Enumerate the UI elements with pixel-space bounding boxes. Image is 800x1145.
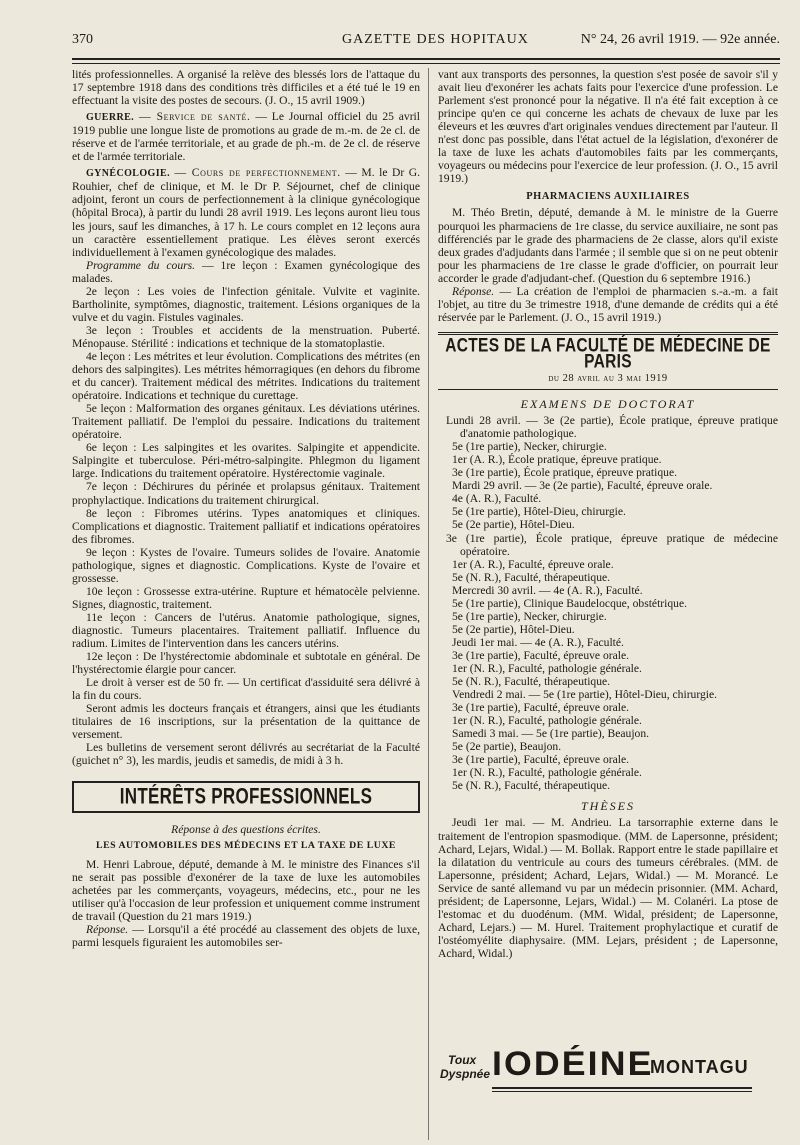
exam-entry: 5e (2e partie), Hôtel-Dieu. [452,622,575,636]
advertisement-iodeine [440,1045,776,1115]
ad-underline [492,1087,752,1089]
lesson-3: 3e leçon : Troubles et accidents de la menstruation. Puberté. Ménopause. Stérilité : indications et technique de la stomatoplastie. [72,323,420,350]
exam-entry: Mardi 29 avril. — 3e (2e partie), Faculté, épreuve orale. [452,479,713,493]
column-divider [428,68,429,1140]
admission-paragraph: Seront admis les docteurs français et étrangers, ainsi que les étudiants titulaires de 16 inscriptions, sur la présentation de la quittance de versement. [72,702,420,742]
paragraph: vant aux transports des personnes, la question s'est posée de savoir s'il y avait lieu d'exonérer les achats faits pour l'exercice d'une profession. Le Parlement s'est prononcé pour la négative. Il n'a été fait exception à ce principe qu'en ce qui concerne les achats de chevaux de luxe par les éleveurs et les œuvres d'art originales vendues directement par l'auteur. Il n'est donc pas possible, dans l'état actuel de la législation, d'exonérer de la taxe de luxe les achats d'automobiles faits par les commerçants, voyageurs ou médecins pour l'exercice de leur profession. (J. O., 15 avril 1919.) [438,68,778,186]
header-rule [72,58,780,60]
journal-title: GAZETTE DES HOPITAUX [342,32,529,47]
section-banner-actes [438,332,778,390]
theses-heading: THÈSES [581,799,635,814]
exam-entry: 1er (A. R.), Faculté, épreuve orale. [452,557,614,571]
page-header [72,32,780,52]
gynecologie-notice [72,166,420,258]
programme [72,259,420,285]
labroue-question: M. Henri Labroue, député, demande à M. le ministre des Finances s'il ne serait pas possible d'exonérer de la taxe de luxe les automobiles achetées par les commerçants, voyageurs, médecins, etc., pour ne les utiliser qu'à l'occasion de leur profession et uniquement comme instrument de travail (Question du 21 mars 1919.) [72,857,420,923]
banner-dates: du 28 avril au 3 mai 1919 [548,372,668,384]
page-number: 370 [72,32,93,47]
reponse-paragraph [72,923,420,949]
section-banner-interets [72,781,420,812]
lesson-11: 11e leçon : Cancers de l'utérus. Anatomie pathologique, signes, diagnostic. Tumeurs placentaires. Traitement palliatif. Influence du radium. Limites de l'intervention dans les cancers utérins. [72,610,420,651]
exams-heading: EXAMENS DE DOCTORAT [520,397,696,412]
banner-title: ACTES DE LA FACULTÉ DE MÉDECINE DE PARIS [445,335,771,373]
paragraph-text: — Le Journal officiel du 25 avril 1919 publie une longue liste de promotions au grade de m.-m. de 2e cl. de réserve et de l'armée territoriale, et au grade de ph.-m. de 2e cl. de réserve et de l'armée territoriale. [72,110,420,164]
exam-entry: Vendredi 2 mai. — 5e (1re partie), Hôtel-Dieu, chirurgie. [452,688,718,702]
lesson-10: 10e leçon : Grossesse extra-utérine. Rupture et hématocèle pelvienne. Signes, diagnostic, traitement. [72,584,420,611]
bulletins-paragraph: Les bulletins de versement seront délivrés au secrétariat de la Faculté (guichet n° 3), les mardis, jeudis et samedis, de midi à 3 h. [72,741,420,768]
exam-entry: 4e (A. R.), Faculté. [452,492,542,506]
left-column [72,68,420,949]
exam-list [438,414,778,792]
exam-entry: Mercredi 30 avril. — 4e (A. R.), Faculté. [452,583,643,597]
exam-entry: 1er (N. R.), Faculté, pathologie générale. [452,661,642,675]
exam-entry: 5e (2e partie), Beaujon. [452,740,562,754]
paragraph: lités professionnelles. A organisé la relève des blessés lors de l'attaque du 17 septembre 1918 dans des conditions très difficiles et a été tué le 19 en effectuant la visite des postes de secours. (J. O., 15 avril 1909.) [72,68,420,108]
header-rule-thin [72,63,780,64]
subheading: Réponse à des questions écrites. [171,822,321,836]
exam-entry: Samedi 3 mai. — 5e (1re partie), Beaujon. [452,727,650,741]
exam-entry: 3e (1re partie), Faculté, épreuve orale. [452,648,630,662]
section-heading: — Service de santé. [138,110,251,124]
exam-entry: 3e (1re partie), Faculté, épreuve orale. [452,753,630,767]
exam-entry: 1er (N. R.), Faculté, pathologie générale. [452,766,642,780]
ad-word-toux: Toux [448,1053,477,1067]
exam-entry: Lundi 28 avril. — 3e (2e partie), École pratique, épreuve pratique d'anatomie pathologique. [446,414,778,441]
programme-heading: Programme du cours. [86,258,196,272]
lesson-12: 12e leçon : De l'hystérectomie abdominale et subtotale en général. De l'hystérectomie élargie pour cancer. [72,650,420,677]
right-column [438,68,778,960]
reponse-text: — Lorsqu'il a été procédé au classement des objets de luxe, parmi lesquels figuraient les automobiles ser- [72,922,421,949]
paragraph-text: — M. le Dr G. Rouhier, chef de clinique, et M. le Dr P. Séjournet, chef de clinique adjoint, feront un cours de perfectionnement à la clinique gynécologique (hôpital Broca), à partir du lundi 28 avril 1919. Les leçons auront lieu tous les jours, sauf les dimanches, à 17 h. Le cours complet en 12 leçons aura un caractère essentiellement pratique. Les élèves seront exercés individuellement à l'examen gynécologique des malades. [72,166,420,259]
exam-entry: 5e (1re partie), Hôtel-Dieu, chirurgie. [452,505,626,519]
exam-entry: 5e (1re partie), Necker, chirurgie. [452,609,607,623]
fee-paragraph: Le droit à verser est de 50 fr. — Un certificat d'assiduité sera délivré à la fin du cours. [72,676,420,703]
ad-maker: MONTAGU [650,1057,749,1077]
exam-entry: 3e (1re partie), École pratique, épreuve pratique. [452,466,677,480]
bretin-question: M. Théo Bretin, député, demande à M. le ministre de la Guerre pourquoi les pharmaciens de 1re classe, du service auxiliaire, ne sont pas différenciés par le grade des pharmaciens de 2e classe, alors qu'il existe deux grades d'adjudants dans l'armée ; il semble que si on ne peut obtenir pour les pharmaciens de 1re classe le grade d'officier, on pourrait leur accorder le grade d'adjudant-chef. (Question du 6 septembre 1916.) [438,206,778,285]
lesson-1: — 1re leçon : Examen gynécologique des malades. [72,258,421,285]
exam-entry: 5e (N. R.), Faculté, thérapeutique. [452,570,611,584]
theses-paragraph: Jeudi 1er mai. — M. Andrieu. La tarsorraphie externe dans le traitement de l'entropion spasmodique. (MM. de Lapersonne, président; Achard, Lejars, Widal.) — M. Bollak. Rapport entre le stade papillaire et la dilatation du ventricule au cours des tumeurs cérébrales. (MM. de Lapersonne, président; Achard, Lejars, Widal.) — M. Morancé. Le Service de santé allemand vu par un médecin prisonnier. (MM. Achard, président; de Lapersonne, Lejars, Widal.) — M. Colanéri. La ptose de l'estomac et du duodénum. (MM. Widal, président; de Lapersonne, Achard, Lejars.) — M. Hurel. Traitement prophylactique et curatif de l'ostéomyélite diaphysaire. (MM. Lejars, président ; de Lapersonne, Achard, Widal.) [438,816,778,960]
exam-entry: 5e (1re partie), Necker, chirurgie. [452,440,607,454]
section-tag: GYNÉCOLOGIE. [86,168,170,180]
exam-entry: Jeudi 1er mai. — 4e (A. R.), Faculté. [452,635,624,649]
exam-entry: 5e (N. R.), Faculté, thérapeutique. [452,675,611,689]
exam-entry: 5e (N. R.), Faculté, thérapeutique. [452,779,611,793]
section-heading: — Cours de perfectionnement. [174,166,341,180]
lesson-2: 2e leçon : Les voies de l'infection génitale. Vulvite et vaginite. Bartholinite, symptômes, diagnostic, traitement. Lésions organiques de la vulve et du vagin. Fistules vaginales. [72,284,420,324]
exam-entry: 3e (1re partie), Faculté, épreuve orale. [452,701,630,715]
section-tag: GUERRE. [86,112,135,124]
lesson-7: 7e leçon : Déchirures du périnée et prolapsus génitaux. Traitement prophylactique. Indications du traitement chirurgical. [72,480,420,507]
banner-title: INTÉRÊTS PROFESSIONNELS [119,784,373,810]
lesson-5: 5e leçon : Malformation des organes génitaux. Les déviations utérines. Traitement palliatif. De l'emploi du pessaire. Indications du traitement opératoire. [72,402,420,442]
lesson-8: 8e leçon : Fibromes utérins. Types anatomiques et cliniques. Complications et diagnostic. Traitement palliatif et indications opératoires des fibromes. [72,506,420,546]
reponse-text: — La création de l'emploi de pharmacien s.-a.-m. a fait l'objet, au titre du 3e trimestre 1918, d'une demande de crédits qui a été réservée par le Parlement. (J. O., 15 avril 1919.) [438,284,778,324]
lesson-6: 6e leçon : Les salpingites et les ovarites. Salpingite et appendicite. Salpingite et tuberculose. Péri-métro-salpingite. Phlegmon du ligament large. Indications du traitement opératoire. Hystérectomie vaginale. [72,441,420,481]
ad-brand: IODÉINE [492,1045,654,1083]
reponse-label: Réponse. [86,922,129,936]
exam-entry: 5e (1re partie), Clinique Baudelocque, obstétrique. [452,596,688,610]
reponse-label: Réponse. [452,284,495,298]
ad-word-dyspnee: Dyspnée [440,1067,491,1081]
exam-entry: 1er (N. R.), Faculté, pathologie générale. [452,714,642,728]
exam-entry: 1er (A. R.), École pratique, épreuve pratique. [452,453,662,467]
lesson-4: 4e leçon : Les métrites et leur évolution. Complications des métrites (en dehors des salpingites). Les métrites hémorragiques (en dehors du fibrome et du cancer). Traitement médical des métrites. Indications du traitement opératoire. Indications et technique du curettage. [72,349,420,403]
guerre-notice [72,110,420,163]
article-heading: LES AUTOMOBILES DES MÉDECINS ET LA TAXE DE LUXE [96,839,396,851]
issue-info: N° 24, 26 avril 1919. — 92e année. [580,32,780,47]
exam-entry: 5e (2e partie), Hôtel-Dieu. [452,518,575,532]
lesson-9: 9e leçon : Kystes de l'ovaire. Tumeurs solides de l'ovaire. Anatomie pathologique, signes et diagnostic. Complications. Kyste de l'ovaire et grossesse. [72,545,420,585]
exam-entry: 3e (1re partie), École pratique, épreuve pratique de médecine opératoire. [446,531,778,558]
ad-underline-thin [492,1091,752,1092]
reponse-paragraph [438,285,778,324]
article-heading: PHARMACIENS AUXILIAIRES [526,191,690,203]
